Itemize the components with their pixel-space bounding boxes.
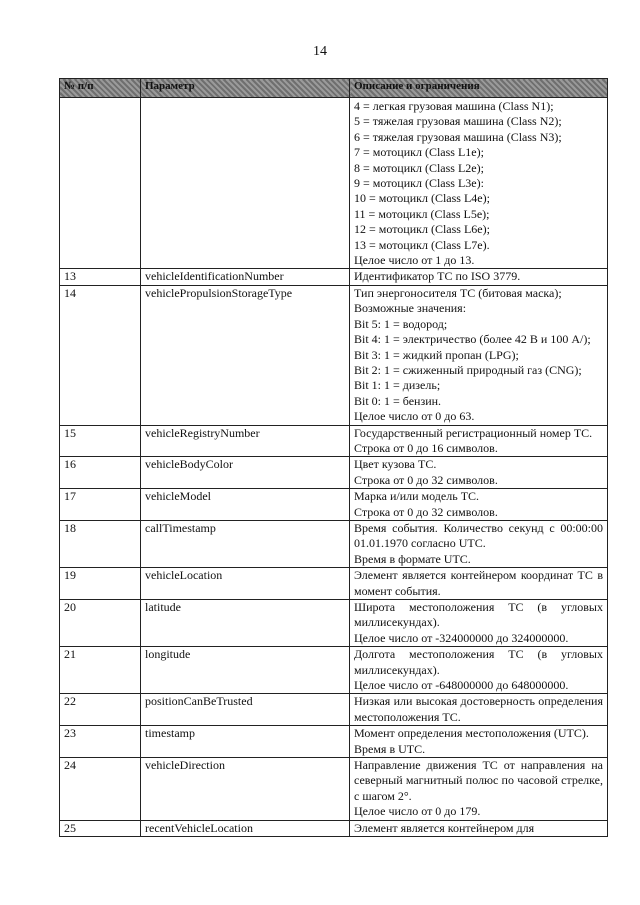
description-line: Элемент является контейнером координат ТС в момент события. bbox=[354, 568, 603, 598]
description-line: Bit 5: 1 = водород; bbox=[354, 316, 448, 331]
table-row bbox=[60, 520, 608, 567]
row-parameter: vehicleLocation bbox=[141, 568, 350, 600]
description-line: Момент определения местоположения (UTC). bbox=[354, 726, 589, 741]
row-description bbox=[350, 520, 608, 567]
row-parameter: recentVehicleLocation bbox=[141, 820, 350, 836]
description-line: Низкая или высокая достоверность определения местоположения ТС. bbox=[354, 694, 603, 724]
row-number: 14 bbox=[60, 285, 141, 425]
row-description bbox=[350, 489, 608, 521]
description-line: 10 = мотоцикл (Class L4e); bbox=[354, 191, 490, 206]
row-parameter: callTimestamp bbox=[141, 520, 350, 567]
row-number: 22 bbox=[60, 694, 141, 726]
description-line: Bit 0: 1 = бензин. bbox=[354, 393, 442, 408]
row-parameter bbox=[141, 98, 350, 269]
row-description bbox=[350, 269, 608, 285]
table-row bbox=[60, 457, 608, 489]
row-description bbox=[350, 647, 608, 694]
table-body bbox=[60, 98, 608, 837]
row-number: 15 bbox=[60, 425, 141, 457]
table-row bbox=[60, 568, 608, 600]
row-number: 21 bbox=[60, 647, 141, 694]
header-parameter: Параметр bbox=[141, 79, 350, 98]
parameters-table bbox=[59, 78, 608, 837]
description-line: Марка и/или модель ТС. bbox=[354, 489, 480, 504]
row-parameter: vehicleModel bbox=[141, 489, 350, 521]
description-line: Время события. Количество секунд с 00:00:00 01.01.1970 согласно UTC. bbox=[354, 520, 603, 551]
row-number: 24 bbox=[60, 758, 141, 821]
row-parameter: vehicleRegistryNumber bbox=[141, 425, 350, 457]
description-line: Bit 1: 1 = дизель; bbox=[354, 378, 441, 393]
table-row bbox=[60, 425, 608, 457]
table-row bbox=[60, 489, 608, 521]
table-row bbox=[60, 98, 608, 269]
description-line: Целое число от 0 до 63. bbox=[354, 409, 475, 424]
row-number: 18 bbox=[60, 520, 141, 567]
row-parameter: positionCanBeTrusted bbox=[141, 694, 350, 726]
page-number: 14 bbox=[313, 44, 327, 59]
row-description bbox=[350, 726, 608, 758]
table-row bbox=[60, 600, 608, 647]
description-line: Элемент является контейнером для bbox=[354, 820, 535, 835]
row-description bbox=[350, 758, 608, 821]
table-row bbox=[60, 820, 608, 836]
row-parameter: vehicleBodyColor bbox=[141, 457, 350, 489]
description-line: 5 = тяжелая грузовая машина (Class N2); bbox=[354, 114, 562, 129]
row-description bbox=[350, 694, 608, 726]
table-row bbox=[60, 726, 608, 758]
table-header-row bbox=[60, 79, 608, 98]
row-parameter: timestamp bbox=[141, 726, 350, 758]
description-line: 6 = тяжелая грузовая машина (Class N3); bbox=[354, 129, 562, 144]
description-line: Государственный регистрационный номер ТС. bbox=[354, 425, 593, 440]
description-line: 9 = мотоцикл (Class L3e): bbox=[354, 176, 484, 191]
table-row bbox=[60, 269, 608, 285]
row-parameter: latitude bbox=[141, 600, 350, 647]
description-line: Направление движения ТС от направления на северный магнитный полюс по часовой стрелке, с шагом 2°. bbox=[354, 758, 603, 803]
row-description bbox=[350, 98, 608, 269]
description-line: Bit 3: 1 = жидкий пропан (LPG); bbox=[354, 347, 519, 362]
header-description: Описание и ограничения bbox=[350, 79, 608, 98]
row-description bbox=[350, 820, 608, 836]
description-line: 8 = мотоцикл (Class L2e); bbox=[354, 160, 484, 175]
description-line: Целое число от -648000000 до 648000000. bbox=[354, 678, 569, 693]
row-parameter: longitude bbox=[141, 647, 350, 694]
row-number: 13 bbox=[60, 269, 141, 285]
row-description bbox=[350, 457, 608, 489]
row-parameter: vehicleDirection bbox=[141, 758, 350, 821]
description-line: Тип энергоносителя ТС (битовая маска); bbox=[354, 285, 562, 300]
description-line: Возможные значения: bbox=[354, 301, 467, 316]
row-description bbox=[350, 285, 608, 425]
description-line: 12 = мотоцикл (Class L6e); bbox=[354, 222, 490, 237]
description-line: Целое число от -324000000 до 324000000. bbox=[354, 630, 569, 645]
description-line: Строка от 0 до 32 символов. bbox=[354, 472, 498, 487]
description-line: Время в UTC. bbox=[354, 741, 426, 756]
table-row bbox=[60, 694, 608, 726]
description-line: 4 = легкая грузовая машина (Class N1); bbox=[354, 99, 554, 113]
row-description bbox=[350, 568, 608, 600]
description-line: Целое число от 1 до 13. bbox=[354, 253, 475, 268]
description-line: Широта местоположения ТС (в угловых миллисекундах). bbox=[354, 600, 603, 630]
header-number: № п/п bbox=[60, 79, 141, 98]
description-line: Идентификатор ТС по ISO 3779. bbox=[354, 269, 521, 284]
row-parameter: vehiclePropulsionStorageType bbox=[141, 285, 350, 425]
row-number: 16 bbox=[60, 457, 141, 489]
row-number: 25 bbox=[60, 820, 141, 836]
row-number: 20 bbox=[60, 600, 141, 647]
description-line: Bit 2: 1 = сжиженный природный газ (CNG); bbox=[354, 362, 582, 377]
description-line: 13 = мотоцикл (Class L7e). bbox=[354, 237, 490, 252]
row-parameter: vehicleIdentificationNumber bbox=[141, 269, 350, 285]
description-line: 7 = мотоцикл (Class L1e); bbox=[354, 145, 484, 160]
table-row bbox=[60, 647, 608, 694]
table-row bbox=[60, 758, 608, 821]
description-line: Время в формате UTC. bbox=[354, 551, 471, 566]
row-number: 23 bbox=[60, 726, 141, 758]
description-line: 11 = мотоцикл (Class L5e); bbox=[354, 206, 490, 221]
row-number: 17 bbox=[60, 489, 141, 521]
table-row bbox=[60, 285, 608, 425]
row-number: 19 bbox=[60, 568, 141, 600]
description-line: Долгота местоположения ТС (в угловых миллисекундах). bbox=[354, 647, 603, 677]
row-number bbox=[60, 98, 141, 269]
description-line: Bit 4: 1 = электричество (более 42 В и 100 А/); bbox=[354, 332, 591, 347]
row-description bbox=[350, 600, 608, 647]
description-line: Целое число от 0 до 179. bbox=[354, 804, 481, 819]
row-description bbox=[350, 425, 608, 457]
description-line: Строка от 0 до 32 символов. bbox=[354, 504, 498, 519]
description-line: Строка от 0 до 16 символов. bbox=[354, 440, 498, 455]
description-line: Цвет кузова ТС. bbox=[354, 457, 437, 472]
